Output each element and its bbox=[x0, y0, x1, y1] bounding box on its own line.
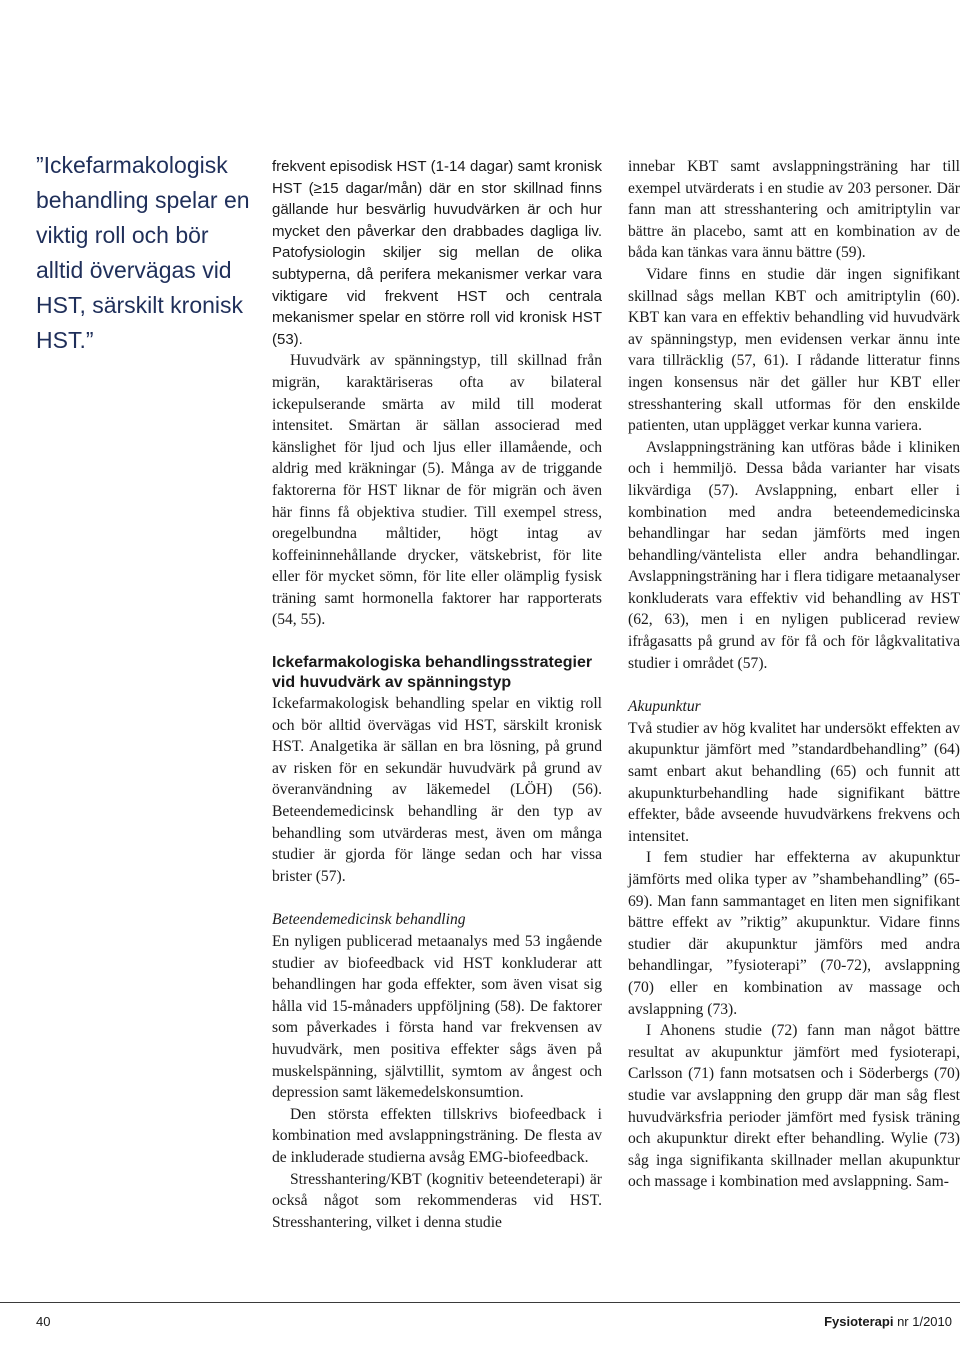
paragraph-kbt-2: Vidare finns en studie där ingen signifikant skillnad sågs mellan KBT och amitriptylin (60). KBT kan vara en effektiv behandling vid huvudvärk av spänningstyp, men evidensen verkar ännu inte vara tillräcklig (57, 61). I rådande litteratur finns ingen konsensus när det gäller hur KBT eller stresshantering skall utformas för den enskilde patienten, utan upplägget verkar kunna variera. bbox=[628, 265, 960, 435]
text-column-1 bbox=[272, 156, 602, 1233]
paragraph-kbt-1: innebar KBT samt avslappningsträning har till exempel utvärderats i en studie av 203 personer. Där fann man att stresshantering och amitriptylin var bättre än placebo, samt att en kombination av de båda kan tänkas vara ännu bättre (59). bbox=[628, 158, 960, 262]
paragraph-section-1: Ickefarmakologisk behandling spelar en viktig roll och bör alltid övervägas vid HST, särskilt kronisk HST. Analgetika är sällan en bra lösning, på grund av risken för en sekundär huvudvärk på grund av överanvändning av läkemedel (LÖH) (56). Beteendemedicinsk behandling är den typ av behandling som utvärderas mest, även om många studier är gjorda för länge sedan och har vissa brister (57). bbox=[272, 695, 602, 885]
paragraph-akupunktur-2: I fem studier har effekterna av akupunktur jämförts med olika typer av ”shambehandling” (65-69). Man fann sammantaget en liten men signifikant bättre effekt av ”riktig” akupunktur. Vidare finns studier där akupunktur jämförs med andra behandlingar, ”fysioterapi” (70-72), avslappning (70) eller en kombination av massage och avslappning (73). bbox=[628, 849, 960, 1018]
footer-divider bbox=[0, 1302, 960, 1303]
journal-issue: nr 1/2010 bbox=[893, 1314, 952, 1329]
subheading-akupunktur: Akupunktur bbox=[628, 698, 701, 716]
page-number: 40 bbox=[36, 1314, 51, 1329]
subheading-beteendemedicinsk: Beteendemedicinsk behandling bbox=[272, 911, 466, 929]
paragraph-avslappning: Avslappningsträning kan utföras både i kliniken och i hemmiljö. Dessa båda varianter har visats likvärdiga (57). Avslappning, enbart eller i kombination med andra beteendemedicinska behandlingar har sedan jämförts med ingen behandling/väntelista eller andra behandlingar. Avslappningsträning har i flera tidigare metaanalyser konkluderats vara effektiv vid behandling av HST (62, 63), men i en nyligen publicerad review ifrågasatts på grund av för få och för lågkvalitativa studier i området (57). bbox=[628, 438, 960, 672]
journal-footer bbox=[824, 1314, 952, 1329]
paragraph-biofeedback-1: En nyligen publicerad metaanalys med 53 ingående studier av biofeedback vid HST konkluderar att behandlingen har goda effekter, som även visat sig hålla vid 15-månaders uppföljning (58). De faktorer som påverkades i första hand var frekvensen av huvudvärk, men positiva effekter sågs även på muskelspänning, självtillit, symtom av ångest och depression samt läkemedelskonsumtion. bbox=[272, 933, 602, 1102]
paragraph-biofeedback-2: Den största effekten tillskrivs biofeedback i kombination med avslappningsträning. De flesta av de inkluderade studierna avsåg EMG-biofeedback. bbox=[272, 1105, 602, 1166]
paragraph-akupunktur-3: I Ahonens studie (72) fann man något bättre resultat av akupunktur jämfört med fysioterapi, Carlsson (71) fann motsatsen och i Söderbergs (70) studie var avslappning den grupp där man såg flest huvudvärksfria perioder jämfört med fysisk träning och akupunktur direkt efter behandling. Wylie (73) såg inga signifikanta skillnader mellan akupunktur och massage i kombination med avslappning. Sam- bbox=[628, 1022, 960, 1191]
paragraph-intro-2: Huvudvärk av spänningstyp, till skillnad från migrän, karaktäriseras ofta av bilateral ickepulserande smärta av mild till moderat intensitet. Smärtan är sällan associerad med känslighet för ljud och ljus eller illamående, och aldrig med kräkningar (5). Många av de triggande faktorerna för HST liknar de för migrän och även här finns få objektiva studier. Till exempel stress, oregelbundna måltider, högt intag av koffeininnehållande drycker, vätskebrist, för lite eller för mycket sömn, för lite eller olämplig fysisk träning samt hormonella faktorer har rapporterats (54, 55). bbox=[272, 352, 602, 629]
journal-name: Fysioterapi bbox=[824, 1314, 894, 1329]
paragraph-stresshantering: Stresshantering/KBT (kognitiv beteendeterapi) är också något som rekommenderas vid HST. Stresshantering, vilket i denna studie bbox=[272, 1170, 602, 1231]
pull-quote: ”Ickefarmakologisk behandling spelar en viktig roll och bör alltid övervägas vid HST, särskilt kronisk HST.” bbox=[36, 152, 250, 353]
text-column-2 bbox=[628, 156, 960, 1193]
section-heading: Ickefarmakologiska behandlingsstrategier vid huvudvärk av spänningstyp bbox=[272, 654, 593, 692]
paragraph-intro-1: frekvent episodisk HST (1-14 dagar) samt kronisk HST (≥15 dagar/mån) där en stor skillnad finns gällande hur besvärlig huvudvärken är och hur mycket den påverkar den drabbades dagliga liv. Patofysiologin skiljer sig mellan de olika subtyperna, då perifera mekanismer verkar vara viktigare vid frekvent HST och centrala mekanismer spelar en större roll vid kronisk HST (53). bbox=[272, 158, 602, 348]
paragraph-akupunktur-1: Två studier av hög kvalitet har undersökt effekten av akupunktur jämfört med ”standardbehandling” (64) samt enbart akut behandling (65) och funnit att akupunkturbehandling hade signifikant bättre effekter, både avseende huvudvärkens frekvens och intensitet. bbox=[628, 719, 960, 845]
